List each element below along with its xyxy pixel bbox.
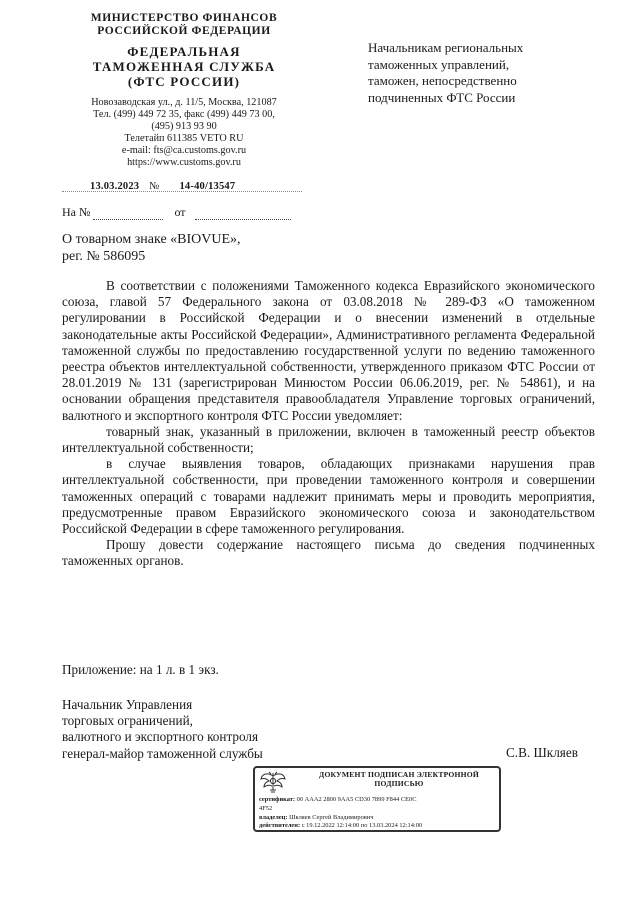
ref-date-label: от xyxy=(174,205,186,219)
electronic-signature-stamp xyxy=(253,766,501,832)
service-name-line1: ФЕДЕРАЛЬНАЯ xyxy=(127,44,241,59)
letter-body xyxy=(62,278,595,570)
address-line1: Новозаводская ул., д. 11/5, Москва, 121087 xyxy=(91,97,277,108)
address-line2: Тел. (499) 449 72 35, факс (499) 449 73 00, xyxy=(93,109,275,120)
address-block xyxy=(60,97,308,169)
outgoing-date: 13.03.2023 xyxy=(90,181,140,192)
stamp-valid-value: с 19.12.2022 12:14:00 по 13.03.2024 12:14:00 xyxy=(301,822,423,830)
recipient-line4: подчиненных ФТС России xyxy=(368,89,516,105)
stamp-details xyxy=(259,796,422,831)
address-line3: (495) 913 93 90 xyxy=(151,121,217,132)
stamp-certificate-line2: 4F52 xyxy=(259,804,273,812)
address-line4: Телетайп 611385 VETO RU xyxy=(124,133,244,144)
stamp-validity-line xyxy=(259,822,422,831)
stamp-owner-label: владелец: xyxy=(259,813,288,821)
stamp-cert-label: сертификат: xyxy=(259,796,296,803)
signer-line4: генерал-майор таможенной службы xyxy=(62,745,263,761)
subject-block xyxy=(62,231,322,265)
recipient-block xyxy=(368,40,568,106)
reference-line xyxy=(62,205,291,220)
body-paragraph-2: товарный знак, указанный в приложении, включен в таможенный реестр объектов интеллектуальной собственности; xyxy=(62,423,595,456)
website-line: https://www.customs.gov.ru xyxy=(127,157,241,168)
ref-number-label: На № xyxy=(62,205,91,219)
stamp-owner-line xyxy=(259,814,422,823)
stamp-title-line1: ДОКУМЕНТ ПОДПИСАН ЭЛЕКТРОННОЙ xyxy=(319,770,479,779)
stamp-title xyxy=(301,770,497,788)
coat-of-arms-emblem-icon xyxy=(258,770,288,794)
signer-line1: Начальник Управления xyxy=(62,697,193,712)
stamp-title-line2: ПОДПИСЬЮ xyxy=(374,779,424,788)
outgoing-number: 14-40/13547 xyxy=(179,181,236,192)
dateline-divider xyxy=(62,191,302,192)
ministry-name-line2: РОССИЙСКОЙ ФЕДЕРАЦИИ xyxy=(97,25,271,37)
stamp-owner-value: Шкляев Сергей Владимирович xyxy=(289,813,374,821)
number-label: № xyxy=(149,181,160,192)
signer-title xyxy=(62,697,362,762)
signer-line3: валютного и экспортного контроля xyxy=(62,729,259,745)
stamp-certificate-line xyxy=(259,796,422,805)
recipient-line2: таможенных управлений, xyxy=(368,56,510,72)
service-name-line3: (ФТС РОССИИ) xyxy=(127,74,241,89)
ref-date-blank xyxy=(195,207,291,220)
recipient-line1: Начальникам региональных xyxy=(368,40,524,55)
letterhead xyxy=(60,12,308,169)
recipient-line3: таможен, непосредственно xyxy=(368,73,517,88)
body-paragraph-3: в случае выявления товаров, обладающих признаками нарушения прав интеллектуальной собственности, при проведении таможенного контроля и совершении таможенных операций с товарами надлежит принимать меры и проводить мероприятия, предусмотренные правом Евразийского экономического союза и законодательством Российской Федерации в сфере таможенного регулирования. xyxy=(62,456,595,537)
signer-line2: торговых ограничений, xyxy=(62,713,193,729)
body-paragraph-1: В соответствии с положениями Таможенного кодекса Евразийского экономического союза, главой 57 Федерального закона от 03.08.2018 № 289-ФЗ «О таможенном регулировании в Российской Федерации и о внесении изменений в отдельные законодательные акты Российской Федерации», Административного регламента Федеральной таможенной службы по предоставлению государственной услуги по ведению таможенного реестра объектов интеллектуальной собственности, утвержденного приказом ФТС России от 28.01.2019 № 131 (зарегистрирован Минюстом России 06.06.2019, рег. № 54861), и на основании обращения представителя правообладателя Управление торговых ограничений, валютного и экспортного контроля ФТС России уведомляет: xyxy=(62,278,595,423)
service-name-line2: ТАМОЖЕННАЯ СЛУЖБА xyxy=(92,59,276,74)
attachment-note: Приложение: на 1 л. в 1 экз. xyxy=(62,662,219,677)
ref-number-blank xyxy=(93,207,163,220)
signer-name: С.В. Шкляев xyxy=(506,745,578,760)
ministry-name-line1: МИНИСТЕРСТВО ФИНАНСОВ xyxy=(90,12,278,24)
body-paragraph-4: Прошу довести содержание настоящего письма до сведения подчиненных таможенных органов. xyxy=(62,537,595,569)
email-line: e-mail: fts@ca.customs.gov.ru xyxy=(121,145,247,156)
stamp-cert-value: 00 AAA2 2800 9AA5 CD30 7899 F844 CE0C xyxy=(296,796,417,803)
subject-line1: О товарном знаке «BIOVUE», xyxy=(62,232,241,247)
subject-line2: рег. № 586095 xyxy=(62,249,146,264)
stamp-valid-label: действителен: xyxy=(259,822,301,830)
